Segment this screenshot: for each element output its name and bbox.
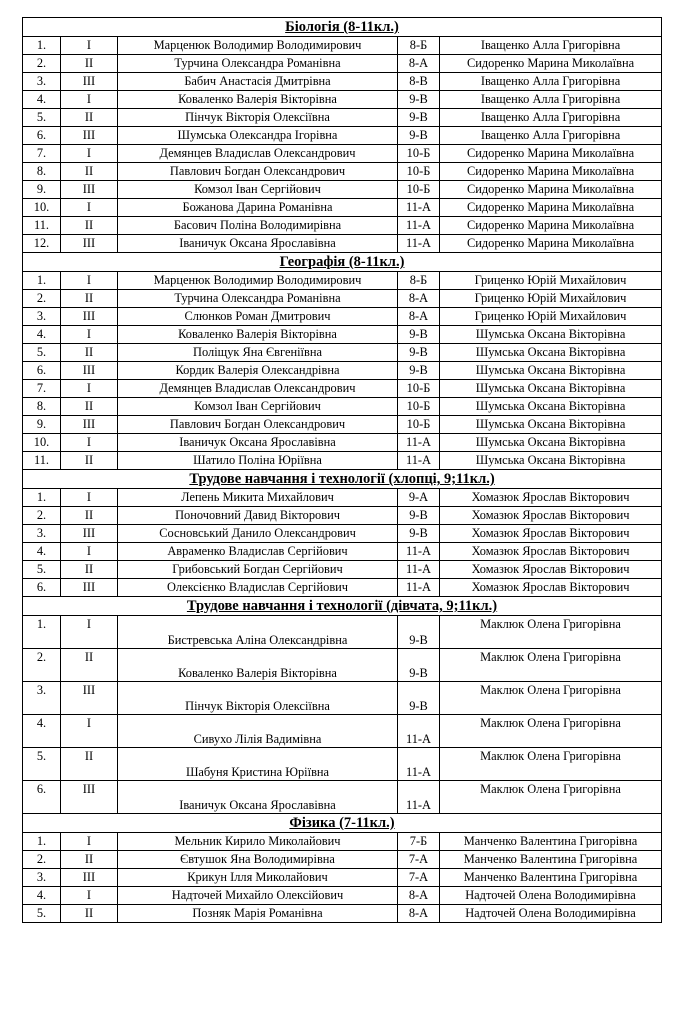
row-number-cell: 2. xyxy=(23,649,61,682)
place-cell: I xyxy=(61,715,118,748)
table-row xyxy=(23,781,662,814)
class-cell: 11-А xyxy=(398,217,440,235)
class-cell: 11-А xyxy=(398,434,440,452)
teacher-name-cell: Сидоренко Марина Миколаївна xyxy=(440,235,662,253)
teacher-name-cell: Хомазюк Ярослав Вікторович xyxy=(440,489,662,507)
place-cell: II xyxy=(61,905,118,923)
place-cell: II xyxy=(61,452,118,470)
teacher-name-cell: Манченко Валентина Григорівна xyxy=(440,851,662,869)
teacher-name-cell: Сидоренко Марина Миколаївна xyxy=(440,217,662,235)
table-row xyxy=(23,344,662,362)
row-number-cell: 5. xyxy=(23,561,61,579)
student-name-cell: Олексієнко Владислав Сергійович xyxy=(118,579,398,597)
place-cell: I xyxy=(61,272,118,290)
table-row xyxy=(23,308,662,326)
class-cell: 9-А xyxy=(398,489,440,507)
table-row xyxy=(23,398,662,416)
teacher-name-cell: Хомазюк Ярослав Вікторович xyxy=(440,579,662,597)
table-row xyxy=(23,37,662,55)
class-cell: 7-А xyxy=(398,851,440,869)
class-cell: 8-Б xyxy=(398,272,440,290)
section-header xyxy=(23,253,662,272)
teacher-name-cell: Шумська Оксана Вікторівна xyxy=(440,326,662,344)
place-cell: II xyxy=(61,109,118,127)
student-name-cell: Демянцев Владислав Олександрович xyxy=(118,380,398,398)
place-cell: III xyxy=(61,362,118,380)
teacher-name-cell: Сидоренко Марина Миколаївна xyxy=(440,55,662,73)
table-row xyxy=(23,235,662,253)
place-cell: III xyxy=(61,781,118,814)
place-cell: I xyxy=(61,380,118,398)
place-cell: I xyxy=(61,887,118,905)
section-header xyxy=(23,470,662,489)
results-document xyxy=(22,17,661,923)
section-title: Біологія (8-11кл.) xyxy=(285,19,399,35)
table-row xyxy=(23,55,662,73)
student-name-cell: Шатило Поліна Юріївна xyxy=(118,452,398,470)
class-cell: 11-А xyxy=(398,561,440,579)
place-cell: III xyxy=(61,127,118,145)
student-name-cell: Іваничук Оксана Ярославівна xyxy=(118,235,398,253)
student-name-cell: Комзол Іван Сергійович xyxy=(118,398,398,416)
table-row xyxy=(23,833,662,851)
table-row xyxy=(23,507,662,525)
teacher-name-cell: Маклюк Олена Григорівна xyxy=(440,616,662,649)
student-name-cell: Авраменко Владислав Сергійович xyxy=(118,543,398,561)
class-cell: 11-А xyxy=(398,715,440,748)
row-number-cell: 6. xyxy=(23,127,61,145)
table-row xyxy=(23,91,662,109)
place-cell: II xyxy=(61,851,118,869)
row-number-cell: 12. xyxy=(23,235,61,253)
student-name-cell: Грибовський Богдан Сергійович xyxy=(118,561,398,579)
row-number-cell: 1. xyxy=(23,489,61,507)
row-number-cell: 1. xyxy=(23,616,61,649)
row-number-cell: 4. xyxy=(23,887,61,905)
student-name-cell: Марценюк Володимир Володимирович xyxy=(118,272,398,290)
student-name-cell: Бабич Анастасія Дмитрівна xyxy=(118,73,398,91)
teacher-name-cell: Сидоренко Марина Миколаївна xyxy=(440,163,662,181)
teacher-name-cell: Маклюк Олена Григорівна xyxy=(440,649,662,682)
table-row xyxy=(23,362,662,380)
row-number-cell: 7. xyxy=(23,145,61,163)
place-cell: III xyxy=(61,235,118,253)
teacher-name-cell: Шумська Оксана Вікторівна xyxy=(440,380,662,398)
row-number-cell: 1. xyxy=(23,272,61,290)
table-row xyxy=(23,181,662,199)
table-row xyxy=(23,380,662,398)
class-cell: 10-Б xyxy=(398,398,440,416)
table-row xyxy=(23,649,662,682)
student-name-cell: Комзол Іван Сергійович xyxy=(118,181,398,199)
teacher-name-cell: Хомазюк Ярослав Вікторович xyxy=(440,543,662,561)
teacher-name-cell: Маклюк Олена Григорівна xyxy=(440,682,662,715)
row-number-cell: 5. xyxy=(23,905,61,923)
class-cell: 11-А xyxy=(398,579,440,597)
row-number-cell: 4. xyxy=(23,91,61,109)
student-name-cell: Лепень Микита Михайлович xyxy=(118,489,398,507)
row-number-cell: 3. xyxy=(23,308,61,326)
table-row xyxy=(23,682,662,715)
student-name-cell: Турчина Олександра Романівна xyxy=(118,290,398,308)
place-cell: III xyxy=(61,416,118,434)
place-cell: II xyxy=(61,55,118,73)
class-cell: 9-В xyxy=(398,91,440,109)
row-number-cell: 6. xyxy=(23,579,61,597)
place-cell: III xyxy=(61,869,118,887)
student-name-cell: Сивухо Лілія Вадимівна xyxy=(118,715,398,748)
student-name-cell: Коваленко Валерія Вікторівна xyxy=(118,91,398,109)
student-name-cell: Демянцев Владислав Олександрович xyxy=(118,145,398,163)
student-name-cell: Бистревська Аліна Олександрівна xyxy=(118,616,398,649)
place-cell: I xyxy=(61,91,118,109)
row-number-cell: 3. xyxy=(23,682,61,715)
table-row xyxy=(23,905,662,923)
table-row xyxy=(23,525,662,543)
row-number-cell: 1. xyxy=(23,37,61,55)
place-cell: II xyxy=(61,398,118,416)
student-name-cell: Поліщук Яна Євгеніївна xyxy=(118,344,398,362)
class-cell: 11-А xyxy=(398,199,440,217)
teacher-name-cell: Сидоренко Марина Миколаївна xyxy=(440,181,662,199)
place-cell: I xyxy=(61,199,118,217)
teacher-name-cell: Маклюк Олена Григорівна xyxy=(440,715,662,748)
row-number-cell: 7. xyxy=(23,380,61,398)
place-cell: II xyxy=(61,290,118,308)
results-table-body xyxy=(23,18,662,923)
class-cell: 9-В xyxy=(398,109,440,127)
place-cell: I xyxy=(61,543,118,561)
teacher-name-cell: Надточей Олена Володимирівна xyxy=(440,905,662,923)
student-name-cell: Пінчук Вікторія Олексіївна xyxy=(118,682,398,715)
teacher-name-cell: Шумська Оксана Вікторівна xyxy=(440,452,662,470)
section-header xyxy=(23,18,662,37)
student-name-cell: Павлович Богдан Олександрович xyxy=(118,416,398,434)
class-cell: 9-В xyxy=(398,649,440,682)
place-cell: I xyxy=(61,434,118,452)
teacher-name-cell: Шумська Оксана Вікторівна xyxy=(440,398,662,416)
row-number-cell: 4. xyxy=(23,715,61,748)
row-number-cell: 9. xyxy=(23,181,61,199)
row-number-cell: 11. xyxy=(23,452,61,470)
table-row xyxy=(23,452,662,470)
table-row xyxy=(23,127,662,145)
place-cell: I xyxy=(61,616,118,649)
class-cell: 10-Б xyxy=(398,145,440,163)
student-name-cell: Мельник Кирило Миколайович xyxy=(118,833,398,851)
row-number-cell: 4. xyxy=(23,326,61,344)
teacher-name-cell: Гриценко Юрій Михайлович xyxy=(440,290,662,308)
teacher-name-cell: Манченко Валентина Григорівна xyxy=(440,869,662,887)
teacher-name-cell: Іващенко Алла Григорівна xyxy=(440,109,662,127)
section-title: Фізика (7-11кл.) xyxy=(289,815,395,831)
class-cell: 9-В xyxy=(398,616,440,649)
teacher-name-cell: Гриценко Юрій Михайлович xyxy=(440,308,662,326)
student-name-cell: Позняк Марія Романівна xyxy=(118,905,398,923)
student-name-cell: Пінчук Вікторія Олексіївна xyxy=(118,109,398,127)
table-row xyxy=(23,272,662,290)
table-row xyxy=(23,199,662,217)
row-number-cell: 6. xyxy=(23,362,61,380)
table-row xyxy=(23,163,662,181)
place-cell: III xyxy=(61,682,118,715)
class-cell: 9-В xyxy=(398,362,440,380)
student-name-cell: Шумська Олександра Ігорівна xyxy=(118,127,398,145)
place-cell: II xyxy=(61,507,118,525)
teacher-name-cell: Манченко Валентина Григорівна xyxy=(440,833,662,851)
table-row xyxy=(23,109,662,127)
table-row xyxy=(23,869,662,887)
place-cell: III xyxy=(61,308,118,326)
teacher-name-cell: Шумська Оксана Вікторівна xyxy=(440,344,662,362)
table-row xyxy=(23,543,662,561)
table-row xyxy=(23,715,662,748)
class-cell: 11-А xyxy=(398,781,440,814)
row-number-cell: 10. xyxy=(23,199,61,217)
row-number-cell: 3. xyxy=(23,525,61,543)
table-row xyxy=(23,434,662,452)
row-number-cell: 3. xyxy=(23,73,61,91)
student-name-cell: Коваленко Валерія Вікторівна xyxy=(118,326,398,344)
table-row xyxy=(23,616,662,649)
class-cell: 8-А xyxy=(398,308,440,326)
class-cell: 10-Б xyxy=(398,181,440,199)
row-number-cell: 5. xyxy=(23,748,61,781)
teacher-name-cell: Шумська Оксана Вікторівна xyxy=(440,362,662,380)
place-cell: III xyxy=(61,579,118,597)
place-cell: I xyxy=(61,489,118,507)
row-number-cell: 4. xyxy=(23,543,61,561)
section-header xyxy=(23,814,662,833)
class-cell: 9-В xyxy=(398,326,440,344)
student-name-cell: Іваничук Оксана Ярославівна xyxy=(118,781,398,814)
class-cell: 7-Б xyxy=(398,833,440,851)
row-number-cell: 6. xyxy=(23,781,61,814)
class-cell: 9-В xyxy=(398,525,440,543)
section-title: Трудове навчання і технології (дівчата, 9;11кл.) xyxy=(186,598,498,614)
class-cell: 8-А xyxy=(398,290,440,308)
student-name-cell: Шабуня Кристина Юріївна xyxy=(118,748,398,781)
class-cell: 8-А xyxy=(398,55,440,73)
row-number-cell: 9. xyxy=(23,416,61,434)
row-number-cell: 2. xyxy=(23,507,61,525)
class-cell: 8-А xyxy=(398,905,440,923)
student-name-cell: Сосновський Данило Олександрович xyxy=(118,525,398,543)
table-row xyxy=(23,748,662,781)
student-name-cell: Коваленко Валерія Вікторівна xyxy=(118,649,398,682)
place-cell: II xyxy=(61,163,118,181)
teacher-name-cell: Іващенко Алла Григорівна xyxy=(440,127,662,145)
table-row xyxy=(23,217,662,235)
section-header xyxy=(23,597,662,616)
row-number-cell: 2. xyxy=(23,290,61,308)
row-number-cell: 5. xyxy=(23,344,61,362)
teacher-name-cell: Сидоренко Марина Миколаївна xyxy=(440,145,662,163)
class-cell: 7-А xyxy=(398,869,440,887)
place-cell: II xyxy=(61,561,118,579)
olympiad-results-table xyxy=(22,17,662,923)
student-name-cell: Євтушок Яна Володимирівна xyxy=(118,851,398,869)
place-cell: II xyxy=(61,748,118,781)
place-cell: I xyxy=(61,37,118,55)
class-cell: 10-Б xyxy=(398,416,440,434)
section-title: Географія (8-11кл.) xyxy=(279,254,405,270)
row-number-cell: 5. xyxy=(23,109,61,127)
student-name-cell: Павлович Богдан Олександрович xyxy=(118,163,398,181)
place-cell: III xyxy=(61,73,118,91)
class-cell: 8-А xyxy=(398,887,440,905)
teacher-name-cell: Сидоренко Марина Миколаївна xyxy=(440,199,662,217)
teacher-name-cell: Маклюк Олена Григорівна xyxy=(440,748,662,781)
table-row xyxy=(23,73,662,91)
row-number-cell: 1. xyxy=(23,833,61,851)
place-cell: III xyxy=(61,181,118,199)
table-row xyxy=(23,326,662,344)
place-cell: I xyxy=(61,326,118,344)
student-name-cell: Поночовний Давид Вікторович xyxy=(118,507,398,525)
student-name-cell: Іваничук Оксана Ярославівна xyxy=(118,434,398,452)
table-row xyxy=(23,489,662,507)
row-number-cell: 3. xyxy=(23,869,61,887)
student-name-cell: Турчина Олександра Романівна xyxy=(118,55,398,73)
class-cell: 11-А xyxy=(398,748,440,781)
row-number-cell: 8. xyxy=(23,398,61,416)
teacher-name-cell: Іващенко Алла Григорівна xyxy=(440,73,662,91)
table-row xyxy=(23,561,662,579)
class-cell: 10-Б xyxy=(398,163,440,181)
teacher-name-cell: Хомазюк Ярослав Вікторович xyxy=(440,561,662,579)
teacher-name-cell: Іващенко Алла Григорівна xyxy=(440,91,662,109)
table-row xyxy=(23,290,662,308)
teacher-name-cell: Шумська Оксана Вікторівна xyxy=(440,416,662,434)
class-cell: 9-В xyxy=(398,507,440,525)
teacher-name-cell: Надточей Олена Володимирівна xyxy=(440,887,662,905)
teacher-name-cell: Іващенко Алла Григорівна xyxy=(440,37,662,55)
student-name-cell: Кордик Валерія Олександрівна xyxy=(118,362,398,380)
row-number-cell: 11. xyxy=(23,217,61,235)
student-name-cell: Надточей Михайло Олексійович xyxy=(118,887,398,905)
student-name-cell: Божанова Дарина Романівна xyxy=(118,199,398,217)
table-row xyxy=(23,887,662,905)
class-cell: 8-Б xyxy=(398,37,440,55)
teacher-name-cell: Маклюк Олена Григорівна xyxy=(440,781,662,814)
class-cell: 11-А xyxy=(398,543,440,561)
class-cell: 11-А xyxy=(398,452,440,470)
table-row xyxy=(23,579,662,597)
student-name-cell: Слюнков Роман Дмитрович xyxy=(118,308,398,326)
teacher-name-cell: Шумська Оксана Вікторівна xyxy=(440,434,662,452)
section-title: Трудове навчання і технології (хлопці, 9;11кл.) xyxy=(189,471,495,487)
place-cell: I xyxy=(61,833,118,851)
row-number-cell: 10. xyxy=(23,434,61,452)
class-cell: 9-В xyxy=(398,682,440,715)
row-number-cell: 8. xyxy=(23,163,61,181)
student-name-cell: Басович Поліна Володимирівна xyxy=(118,217,398,235)
row-number-cell: 2. xyxy=(23,851,61,869)
place-cell: I xyxy=(61,145,118,163)
class-cell: 11-А xyxy=(398,235,440,253)
table-row xyxy=(23,416,662,434)
class-cell: 9-В xyxy=(398,127,440,145)
class-cell: 9-В xyxy=(398,344,440,362)
place-cell: II xyxy=(61,217,118,235)
class-cell: 10-Б xyxy=(398,380,440,398)
teacher-name-cell: Гриценко Юрій Михайлович xyxy=(440,272,662,290)
class-cell: 8-В xyxy=(398,73,440,91)
row-number-cell: 2. xyxy=(23,55,61,73)
place-cell: III xyxy=(61,525,118,543)
table-row xyxy=(23,851,662,869)
place-cell: II xyxy=(61,649,118,682)
teacher-name-cell: Хомазюк Ярослав Вікторович xyxy=(440,525,662,543)
student-name-cell: Марценюк Володимир Володимирович xyxy=(118,37,398,55)
table-row xyxy=(23,145,662,163)
student-name-cell: Крикун Ілля Миколайович xyxy=(118,869,398,887)
place-cell: II xyxy=(61,344,118,362)
teacher-name-cell: Хомазюк Ярослав Вікторович xyxy=(440,507,662,525)
